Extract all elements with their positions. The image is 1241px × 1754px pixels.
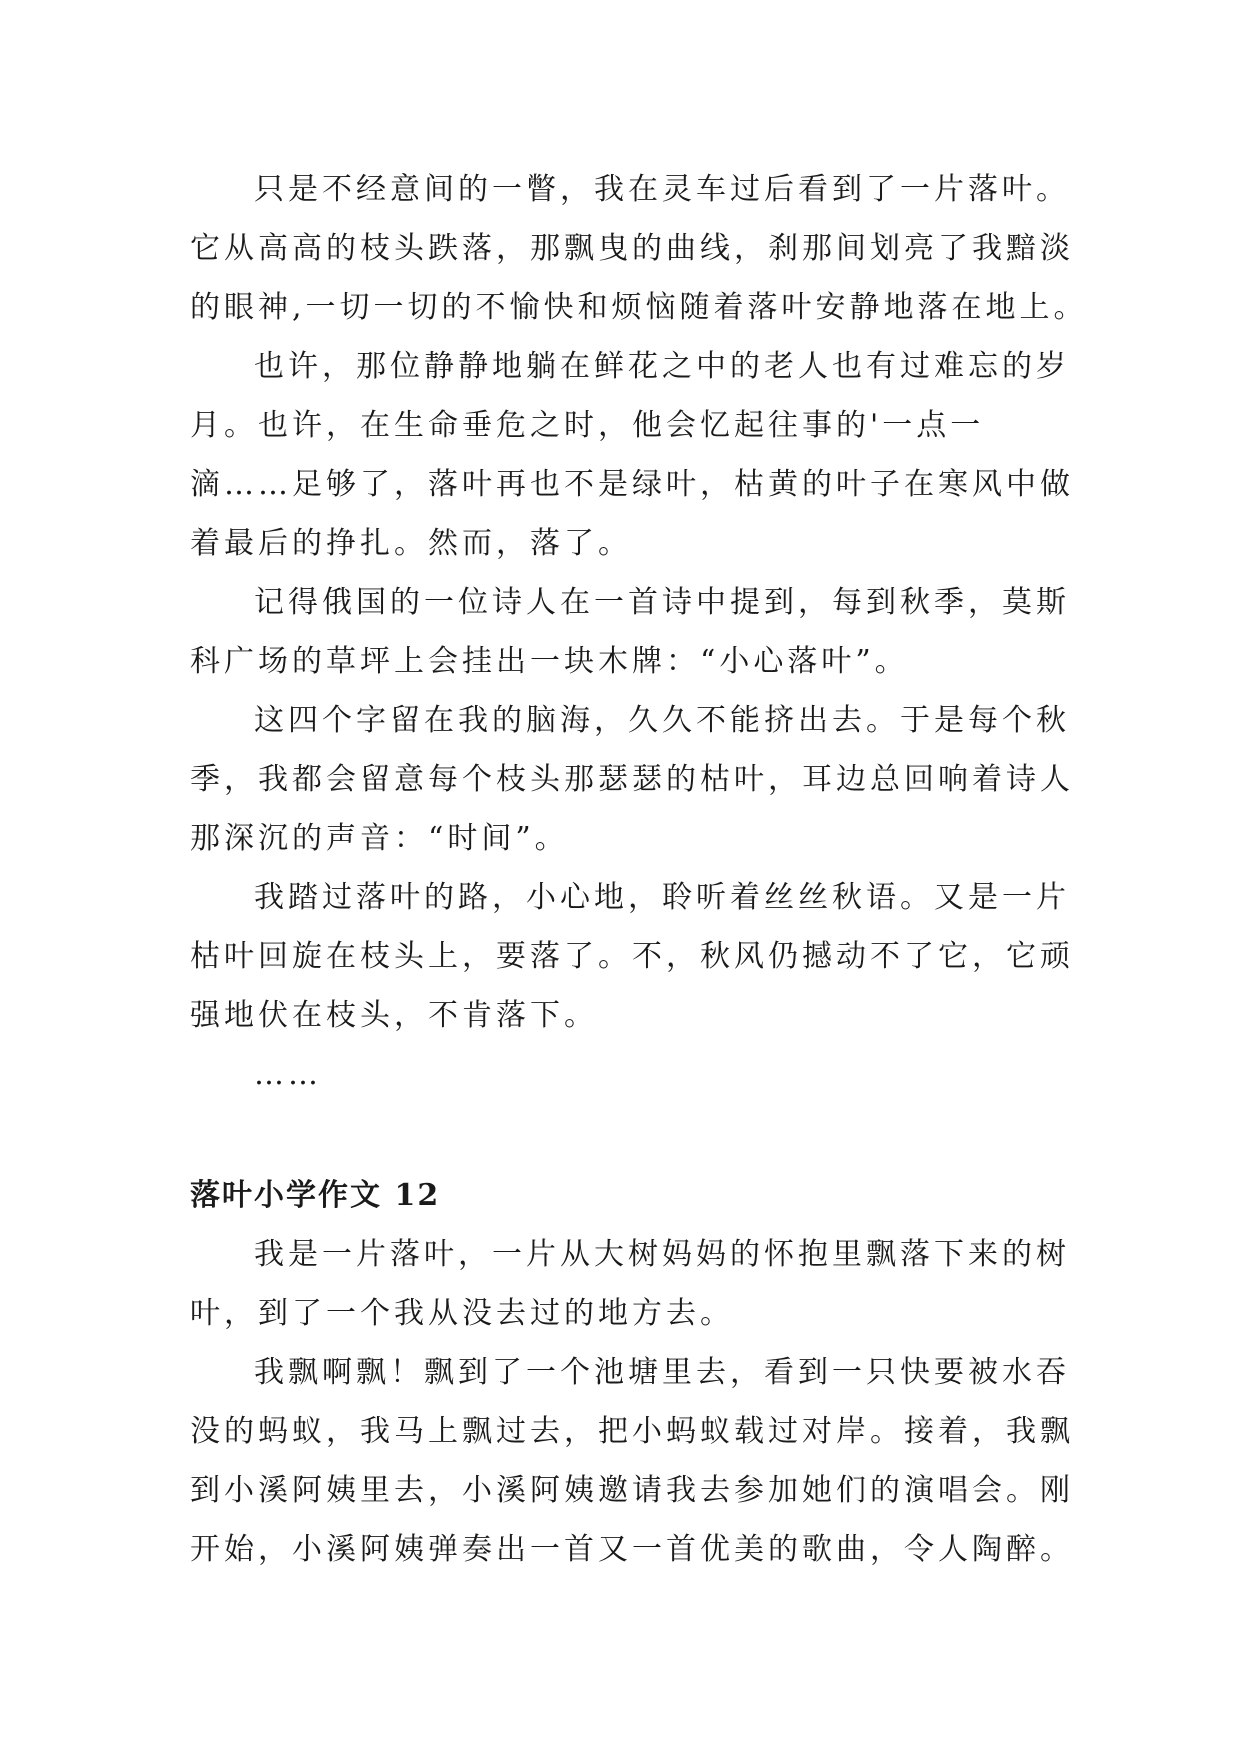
text-line: …… — [254, 1057, 322, 1092]
text-line: 我飘啊飘！飘到了一个池塘里去，看到一只快要被水吞 — [254, 1355, 1070, 1390]
text-line: 这四个字留在我的脑海，久久不能挤出去。于是每个秋 — [254, 703, 1070, 738]
text-line: 那深沉的声音：“时间”。 — [190, 821, 569, 856]
text-line: 我是一片落叶，一片从大树妈妈的怀抱里飘落下来的树 — [254, 1237, 1070, 1272]
text-line: 到小溪阿姨里去，小溪阿姨邀请我去参加她们的演唱会。刚 — [190, 1473, 1074, 1508]
text-line: 强地伏在枝头，不肯落下。 — [190, 998, 598, 1033]
text-line: 枯叶回旋在枝头上，要落了。不，秋风仍撼动不了它，它顽 — [190, 939, 1074, 974]
paragraph — [190, 337, 1090, 573]
text-line: 科广场的草坪上会挂出一块木牌：“小心落叶”。 — [190, 644, 909, 679]
paragraph — [190, 1225, 1090, 1343]
section-title: 落叶小学作文 12 — [190, 1178, 441, 1213]
paragraph — [190, 691, 1090, 868]
text-block-top — [190, 160, 1090, 1104]
text-line: 开始，小溪阿姨弹奏出一首又一首优美的歌曲，令人陶醉。 — [190, 1532, 1074, 1567]
text-line: 季，我都会留意每个枝头那瑟瑟的枯叶，耳边总回响着诗人 — [190, 762, 1074, 797]
text-line: 的眼神,一切一切的不愉快和烦恼随着落叶安静地落在地上。 — [190, 290, 1088, 325]
document-page — [190, 160, 1090, 1579]
text-line: 着最后的挣扎。然而，落了。 — [190, 526, 632, 561]
paragraph — [190, 1343, 1090, 1579]
paragraph — [190, 868, 1090, 1045]
text-line: 月。也许，在生命垂危之时，他会忆起往事的'一点一 — [190, 408, 985, 443]
text-line: 也许，那位静静地躺在鲜花之中的老人也有过难忘的岁 — [254, 349, 1070, 384]
text-line: 滴……足够了，落叶再也不是绿叶，枯黄的叶子在寒风中做 — [190, 467, 1074, 502]
text-block-bottom — [190, 1225, 1090, 1579]
text-line: 只是不经意间的一瞥，我在灵车过后看到了一片落叶。 — [254, 172, 1070, 207]
paragraph — [190, 573, 1090, 691]
text-line: 叶，到了一个我从没去过的地方去。 — [190, 1296, 734, 1331]
text-line: 记得俄国的一位诗人在一首诗中提到，每到秋季，莫斯 — [254, 585, 1070, 620]
text-line: 没的蚂蚁，我马上飘过去，把小蚂蚁载过对岸。接着，我飘 — [190, 1414, 1074, 1449]
text-line: 它从高高的枝头跌落，那飘曳的曲线，刹那间划亮了我黯淡 — [190, 231, 1074, 266]
paragraph — [190, 160, 1090, 337]
text-line: 我踏过落叶的路，小心地，聆听着丝丝秋语。又是一片 — [254, 880, 1070, 915]
ellipsis-paragraph — [190, 1045, 1090, 1104]
